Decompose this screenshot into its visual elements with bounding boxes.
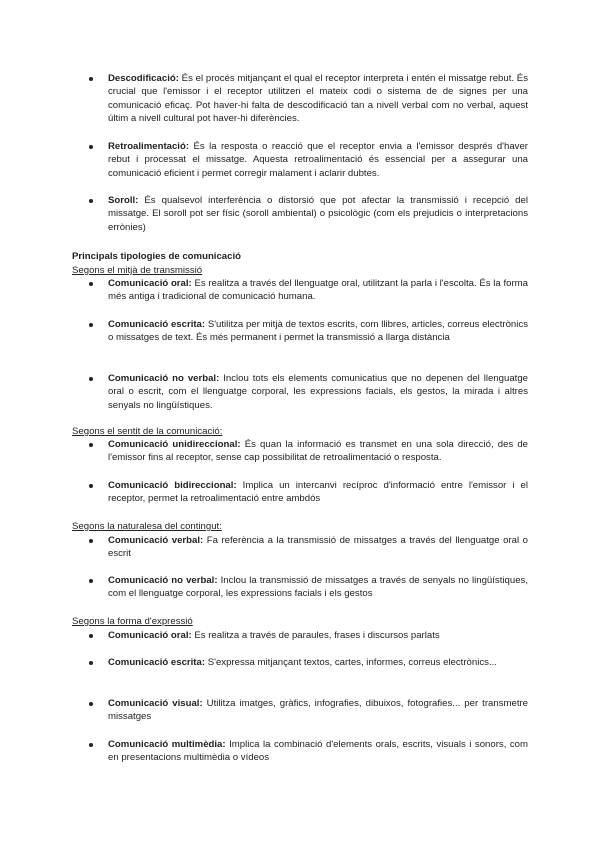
subheading-naturalesa-contingut: Segons la naturalesa del contingut:	[72, 521, 222, 532]
bullet-item-soroll	[0, 194, 600, 234]
term: Comunicació bidireccional:	[108, 480, 237, 491]
definition: És quan la informació es transmet en una sola direcció, des de l'emissor fins al receptor, sense cap possibilitat de retroalimentació o resposta.	[108, 439, 529, 464]
definition: Implica un intercanvi recíproc d'informació entre l'emissor i el receptor, permet la retroalimentació entre ambdós	[108, 480, 529, 505]
definition: Inclou la transmissió de missatges a través de senyals no lingüístiques, com el llenguatge corporal, les expressions facials i els gestos	[108, 575, 528, 600]
bullet-item	[0, 697, 600, 724]
term: Comunicació multimèdia:	[108, 739, 226, 750]
bullet-item-descodificacio	[0, 72, 600, 126]
bullet-item	[0, 738, 600, 765]
bullet-icon	[89, 77, 93, 81]
term: Soroll:	[108, 195, 139, 206]
definition: Es realitza a través de paraules, frases i discursos parlats	[191, 630, 440, 641]
bullet-item	[0, 438, 600, 465]
term: Comunicació escrita:	[108, 319, 206, 330]
term: Comunicació unidireccional:	[108, 439, 241, 450]
section-heading: Principals tipologies de comunicació	[72, 251, 241, 262]
term: Comunicació verbal:	[108, 535, 204, 546]
term: Comunicació visual:	[108, 698, 203, 709]
definition: Es realitza a través del llenguatge oral, utilitzant la parla i l'escolta. És la forma més antiga i tradicional de comunicació humana.	[108, 278, 528, 303]
bullet-icon	[89, 377, 93, 381]
bullet-item	[0, 479, 600, 506]
definition: És qualsevol interferència o distorsió que pot afectar la transmissió i recepció del missatge. El soroll pot ser físic (soroll ambiental) o psicològic (com els prejudicis o interpretacions errònies)	[108, 195, 528, 233]
bullet-icon	[89, 634, 93, 638]
subheading-mitja-transmissio: Segons el mitjà de transmissió	[72, 265, 203, 276]
term: Retroalimentació:	[108, 141, 190, 152]
definition: És la resposta o reacció que el receptor envia a l'emissor després d'haver rebut i processat el missatge. Aquesta retroalimentació és essencial per a assegurar una comunicació eficient i permet corregir malament i aclarir dubtes.	[108, 141, 528, 179]
term: Comunicació oral:	[108, 630, 192, 641]
definition: És el procés mitjançant el qual el receptor interpreta i entén el missatge rebut. És crucial que l'emissor i el receptor utilitzen el mateix codi o sistema de de signes per una comunicació eficaç. Pot haver-hi falta de descodificació tan a nivell verbal com no verbal, aquest últim a nivell cultural pot haver-hi diferències.	[108, 73, 528, 125]
bullet-icon	[89, 579, 93, 583]
definition: Utilitza imatges, gràfics, infografies, dibuixos, fotografies... per transmetre missatges	[108, 698, 529, 723]
definition: Inclou tots els elements comunicatius que no depenen del llenguatge oral o escrit, com el llenguatge corporal, les expressions facials, els gestos, la mirada i altres senyals no lingüístiques.	[108, 373, 528, 411]
bullet-icon	[89, 323, 93, 327]
bullet-icon	[89, 702, 93, 706]
bullet-icon	[89, 282, 93, 286]
term: Comunicació no verbal:	[108, 575, 218, 586]
bullet-item	[0, 318, 600, 345]
bullet-item	[0, 372, 600, 412]
bullet-icon	[89, 443, 93, 447]
bullet-item	[0, 534, 600, 561]
bullet-item	[0, 629, 600, 642]
bullet-icon	[89, 484, 93, 488]
bullet-item-retroalimentacio	[0, 140, 600, 180]
definition: Implica la combinació d'elements orals, escrits, visuals i sonors, com en presentacions multimèdia o vídeos	[108, 739, 529, 764]
term: Comunicació no verbal:	[108, 373, 220, 384]
bullet-icon	[89, 743, 93, 747]
definition: S'expressa mitjançant textos, cartes, informes, correus electrònics...	[205, 657, 497, 668]
bullet-item	[0, 574, 600, 601]
term: Descodificació:	[108, 73, 179, 84]
bullet-icon	[89, 661, 93, 665]
term: Comunicació escrita:	[108, 657, 206, 668]
bullet-icon	[89, 145, 93, 149]
bullet-icon	[89, 539, 93, 543]
definition: Fa referència a la transmissió de missatges a través del llenguatge oral o escrit	[108, 535, 528, 560]
definition: S'utilitza per mitjà de textos escrits, com llibres, articles, correus electrònics o missatges de text. És més permanent i permet la transmissió a llarga distància	[108, 319, 528, 344]
term: Comunicació oral:	[108, 278, 192, 289]
subheading-forma-expressio: Segons la forma d'expressió	[72, 616, 193, 627]
bullet-icon	[89, 199, 93, 203]
subheading-sentit-comunicacio: Segons el sentit de la comunicació:	[72, 426, 223, 437]
bullet-item	[0, 277, 600, 304]
bullet-item	[0, 656, 600, 669]
